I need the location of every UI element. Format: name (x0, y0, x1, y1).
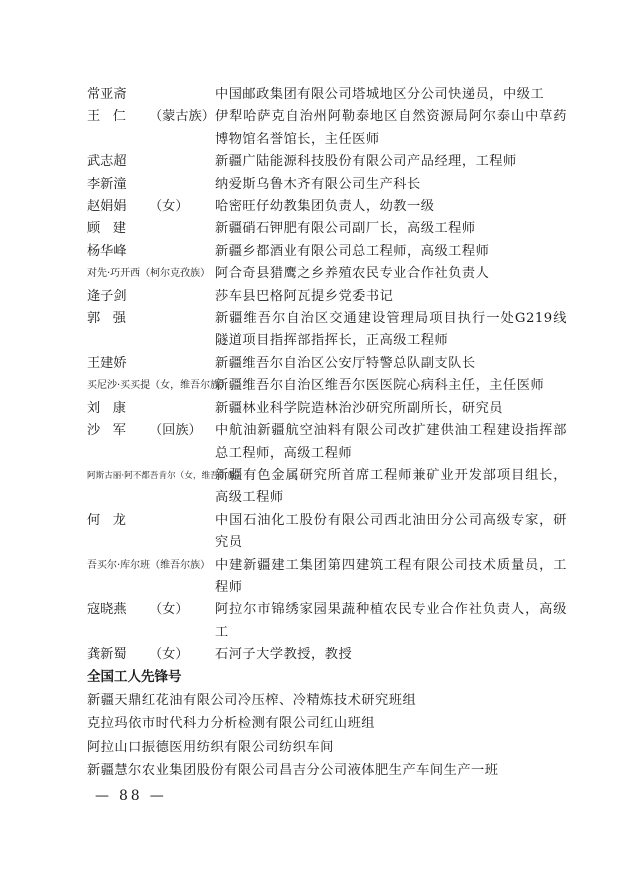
person-name: 吾买尔·库尔班（维吾尔族） (87, 559, 211, 571)
list-item (87, 308, 567, 353)
list-item: 新疆慧尔农业集团股份有限公司昌吉分公司液体肥生产车间生产一班 (87, 763, 499, 779)
list-item (87, 375, 567, 397)
page-number: — 88 — (95, 788, 167, 804)
person-description: 新疆有色金属研究所首席工程师兼矿业开发部项目组长，高级工程师 (215, 467, 567, 506)
list-item (87, 196, 567, 218)
person-name: 阿斯古丽·阿不都吾肯尔（女，维吾尔族） (87, 470, 245, 481)
list-item (87, 398, 567, 420)
list-item (87, 465, 567, 510)
person-description: 伊犁哈萨克自治州阿勒泰地区自然资源局阿尔泰山中草药博物馆名誉馆长，主任医师 (215, 109, 567, 147)
ethnicity-note: （女） (149, 199, 189, 215)
person-name: 赵娟娟 (87, 199, 127, 215)
ethnicity-note: （女） (149, 647, 189, 663)
person-description: 阿合奇县猎鹰之乡养殖农民专业合作社负责人 (215, 266, 490, 282)
ethnicity-note: （回族） (149, 423, 202, 439)
list-item (87, 353, 567, 375)
person-description: 新疆维吾尔自治区维吾尔医医院心病科主任，主任医师 (215, 378, 545, 394)
person-description: 新疆乡都酒业有限公司总工程师，高级工程师 (215, 243, 490, 259)
person-description: 新疆林业科学院造林治沙研究所副所长，研究员 (215, 400, 504, 416)
list-item (87, 286, 567, 308)
person-description: 纳爱斯乌鲁木齐有限公司生产科长 (215, 176, 421, 192)
person-description: 阿拉尔市锦绣家园果蔬种植农民专业合作社负责人，高级工 (215, 602, 567, 640)
person-name: 王仁 (87, 109, 139, 125)
person-name: 杨华峰 (87, 243, 127, 259)
list-item (87, 599, 567, 644)
person-description: 中建新疆建工集团第四建筑工程有限公司技术质量员，工程师 (215, 557, 567, 595)
person-description: 哈密旺仔幼教集团负责人，幼教一级 (215, 199, 435, 215)
person-name: 买尼沙·买买提（女，维吾尔族） (87, 380, 231, 392)
list-item (87, 218, 567, 240)
list-item: 阿拉山口振德医用纺织有限公司纺织车间 (87, 739, 334, 755)
person-name: 常亚斋 (87, 87, 127, 102)
ethnicity-note: （蒙古族） (149, 109, 215, 125)
person-description: 新疆维吾尔自治区公安厅特警总队副支队长 (215, 355, 476, 371)
person-description: 新疆硝石钾肥有限公司副厂长，高级工程师 (215, 221, 476, 237)
list-item (87, 510, 567, 555)
person-name: 王建娇 (87, 355, 127, 371)
worker-pioneer-section (87, 666, 567, 783)
person-name: 对先·巧开西（柯尔克孜族） (87, 268, 211, 280)
person-description: 中航油新疆航空油料有限公司改扩建供油工程建设指挥部总工程师，高级工程师 (215, 423, 567, 461)
person-name: 沙军 (87, 423, 139, 439)
person-name: 龚新蜀 (87, 647, 127, 663)
person-name: 武志超 (87, 154, 127, 170)
person-description: 中国邮政集团有限公司塔城地区分公司快递员，中级工 (215, 87, 545, 102)
person-description: 莎车县巴格阿瓦提乡党委书记 (215, 288, 394, 304)
list-item (87, 106, 567, 151)
list-item: 克拉玛依市时代科力分析检测有限公司红山班组 (87, 716, 376, 732)
person-name: 刘康 (87, 400, 139, 416)
person-name: 李新潼 (87, 176, 127, 192)
person-description: 石河子大学教授，教授 (215, 647, 353, 663)
list-item (87, 263, 567, 285)
list-item: 新疆天鼎红花油有限公司冷压榨、冷精炼技术研究班组 (87, 693, 417, 708)
person-description: 新疆维吾尔自治区交通建设管理局项目执行一处G219线隧道项目指挥部指挥长，正高级工程师 (215, 311, 567, 349)
honoree-list (87, 84, 567, 667)
list-item (87, 151, 567, 173)
list-item (87, 174, 567, 196)
person-name: 顾建 (87, 221, 139, 237)
list-item (87, 84, 567, 106)
list-item (87, 241, 567, 263)
person-name: 逄子剑 (87, 288, 127, 304)
list-item (87, 420, 567, 465)
person-name: 郭强 (87, 311, 139, 327)
person-description: 新疆广陆能源科技股份有限公司产品经理，工程师 (215, 154, 517, 170)
person-name: 寇晓燕 (87, 602, 127, 618)
person-name: 何龙 (87, 512, 139, 528)
list-item (87, 555, 567, 600)
ethnicity-note: （女） (149, 602, 189, 618)
list-item (87, 644, 567, 666)
section-heading: 全国工人先锋号 (87, 669, 182, 685)
person-description: 中国石油化工股份有限公司西北油田分公司高级专家，研究员 (215, 512, 567, 551)
